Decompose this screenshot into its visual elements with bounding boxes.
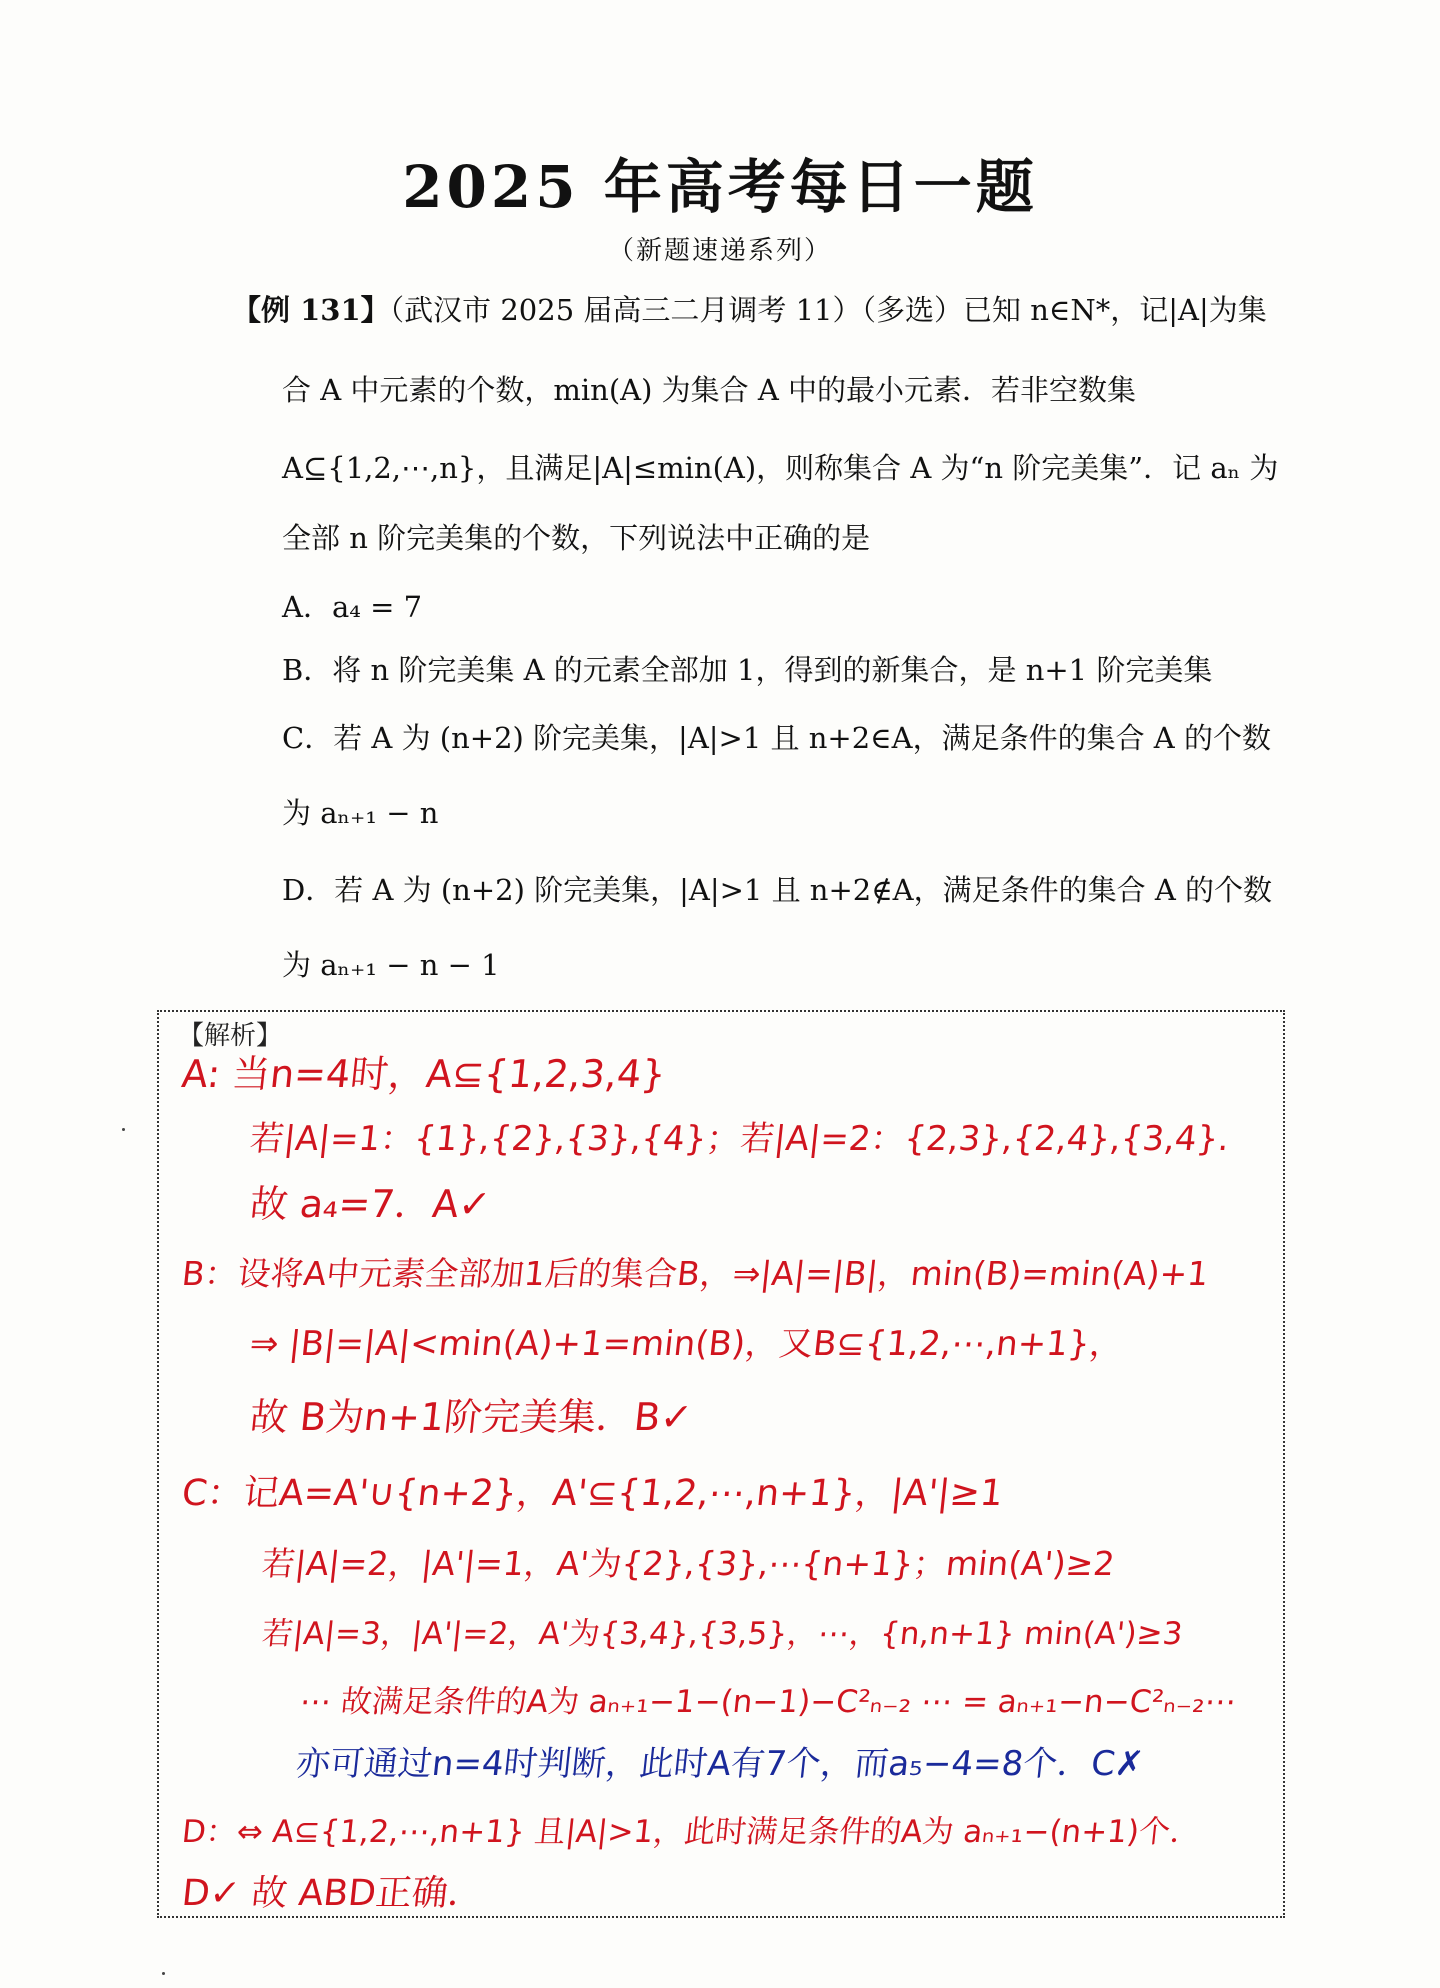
- solution-line-7: C：记A=A'∪{n+2}，A'⊆{1,2,⋯,n+1}，|A'|≥1: [179, 1473, 1006, 1514]
- question-line-1: 合 A 中元素的个数，min(A) 为集合 A 中的最小元素．若非空数集: [282, 373, 1137, 407]
- option-b: B．将 n 阶完美集 A 的元素全部加 1，得到的新集合，是 n+1 阶完美集: [282, 653, 1213, 687]
- solution-line-8: 若|A|=2，|A'|=1，A'为{2},{3},⋯{n+1}；min(A')≥2: [260, 1544, 1117, 1583]
- solution-line-1: A: 当n=4时，A⊆{1,2,3,4}: [179, 1052, 668, 1096]
- question-source: （武汉市 2025 届高三二月调考 11）（多选）已知 n∈N*，记|A|为集: [389, 293, 1267, 327]
- scan-speck: [162, 1972, 165, 1975]
- solution-line-13: D✓ 故 ABD正确．: [179, 1873, 487, 1914]
- page-subtitle: （新题速递系列）: [607, 236, 832, 266]
- solution-line-9: 若|A|=3，|A'|=2，A'为{3,4},{3,5}，⋯，{n,n+1} min(A')≥3: [260, 1616, 1185, 1652]
- question-tag: 【例 131】: [232, 293, 390, 327]
- solution-line-5: ⇒ |B|=|A|<min(A)+1=min(B)，又B⊆{1,2,⋯,n+1}，: [247, 1324, 1126, 1364]
- solution-line-2: 若|A|=1：{1},{2},{3},{4}；若|A|=2：{2,3},{2,4},{3,4}.: [247, 1119, 1232, 1159]
- solution-line-11: 亦可通过n=4时判断，此时A有7个，而a₅−4=8个．C✗: [293, 1744, 1146, 1784]
- option-d: D．若 A 为 (n+2) 阶完美集，|A|>1 且 n+2∉A，满足条件的集合 A 的个数: [282, 873, 1273, 907]
- scan-speck: [122, 1128, 125, 1131]
- question-line-2: A⊆{1,2,⋯,n}，且满足|A|≤min(A)，则称集合 A 为“n 阶完美集”．记 aₙ 为: [282, 451, 1279, 485]
- option-c-cont: 为 aₙ₊₁ − n: [282, 796, 439, 830]
- question-header: [232, 290, 1267, 330]
- solution-line-4: B：设将A中元素全部加1后的集合B，⇒|A|=|B|，min(B)=min(A)+1: [180, 1254, 1211, 1293]
- option-a: A．a₄ = 7: [282, 590, 423, 624]
- solution-label: 【解析】: [178, 1021, 283, 1051]
- solution-line-3: 故 a₄=7．A✓: [247, 1182, 493, 1226]
- solution-line-6: 故 B为n+1阶完美集．B✓: [247, 1395, 695, 1439]
- solution-line-10: ⋯ 故满足条件的A为 aₙ₊₁−1−(n−1)−C²ₙ₋₂ ⋯ = aₙ₊₁−n−C²ₙ₋₂⋯: [298, 1684, 1238, 1720]
- question-line-3: 全部 n 阶完美集的个数，下列说法中正确的是: [282, 521, 871, 555]
- option-c: C．若 A 为 (n+2) 阶完美集，|A|>1 且 n+2∈A，满足条件的集合 A 的个数: [282, 721, 1271, 755]
- page-title: 2025 年高考每日一题: [402, 153, 1038, 221]
- solution-line-12: D：⇔ A⊆{1,2,⋯,n+1} 且|A|>1，此时满足条件的A为 aₙ₊₁−(n+1)个．: [180, 1814, 1203, 1850]
- option-d-cont: 为 aₙ₊₁ − n − 1: [282, 948, 500, 982]
